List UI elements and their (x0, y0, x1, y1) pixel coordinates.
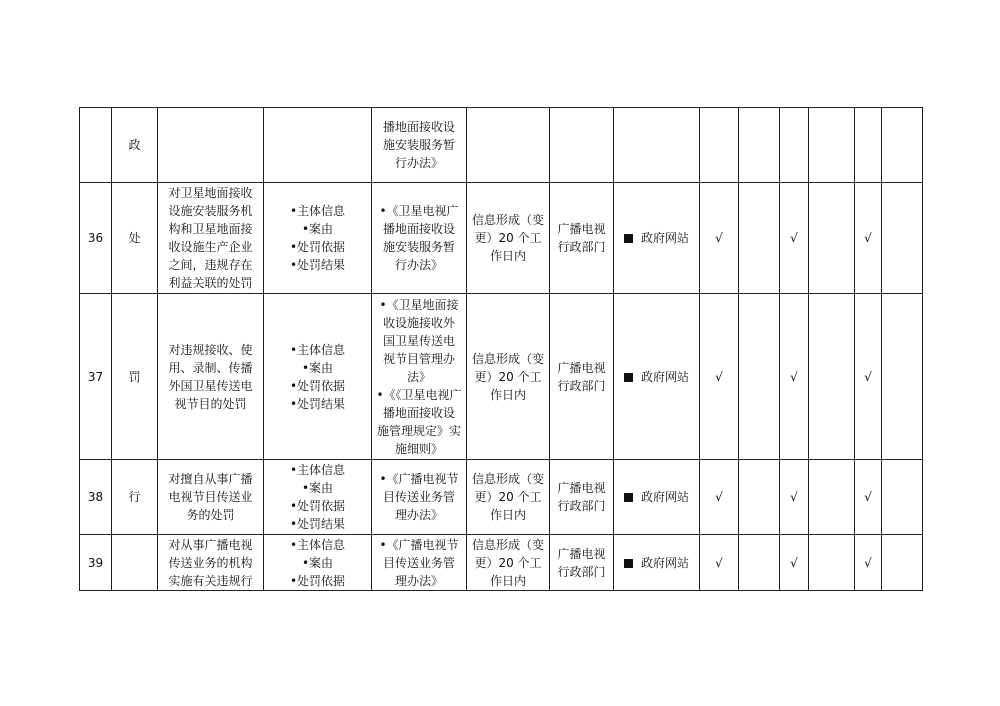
category-cell: 处 (112, 183, 158, 294)
check-cell (739, 108, 780, 183)
check-cell (809, 183, 855, 294)
check-cell (855, 108, 882, 183)
description-cell: 对卫星地面接收 设施安装服务机 构和卫星地面接 收设施生产企业 之间，违规存在 利益关联的处罚 (158, 183, 264, 294)
category-cell (112, 535, 158, 591)
category-cell: 行 (112, 460, 158, 535)
table-row (80, 108, 923, 183)
subject-cell (550, 108, 614, 183)
check-cell (809, 535, 855, 591)
description-cell: 对擅自从事广播 电视节目传送业 务的处罚 (158, 460, 264, 535)
check-cell (882, 183, 923, 294)
basis-cell: •《广播电视节 目传送业务管 理办法》 (372, 460, 467, 535)
square-bullet-icon (624, 559, 633, 568)
check-cell: √ (855, 183, 882, 294)
content-cell (264, 108, 372, 183)
disclosure-table (79, 107, 923, 591)
basis-cell: 播地面接收设 施安装服务暂 行办法》 (372, 108, 467, 183)
check-cell (809, 108, 855, 183)
category-cell: 罚 (112, 294, 158, 460)
table-row (80, 294, 923, 460)
channel-cell: 政府网站 (614, 294, 700, 460)
time-cell: 信息形成（变 更）20 个工 作日内 (467, 460, 550, 535)
table-row (80, 535, 923, 591)
check-cell (882, 535, 923, 591)
check-cell: √ (700, 294, 739, 460)
description-cell: 对从事广播电视 传送业务的机构 实施有关违规行 (158, 535, 264, 591)
row-number-cell (80, 108, 112, 183)
check-cell (882, 294, 923, 460)
subject-cell: 广播电视 行政部门 (550, 294, 614, 460)
time-cell: 信息形成（变 更）20 个工 作日内 (467, 294, 550, 460)
check-cell: √ (780, 294, 809, 460)
check-cell (739, 183, 780, 294)
table-row (80, 460, 923, 535)
time-cell (467, 108, 550, 183)
basis-cell: •《广播电视节 目传送业务管 理办法》 (372, 535, 467, 591)
check-cell: √ (700, 183, 739, 294)
check-cell (882, 108, 923, 183)
check-cell (739, 294, 780, 460)
content-cell: •主体信息 •案由 •处罚依据 •处罚结果 (264, 183, 372, 294)
check-cell (739, 535, 780, 591)
subject-cell: 广播电视 行政部门 (550, 183, 614, 294)
subject-cell: 广播电视 行政部门 (550, 460, 614, 535)
time-cell: 信息形成（变 更）20 个工 作日内 (467, 535, 550, 591)
description-cell (158, 108, 264, 183)
content-cell: •主体信息 •案由 •处罚依据 •处罚结果 (264, 460, 372, 535)
row-number-cell: 36 (80, 183, 112, 294)
check-cell: √ (700, 535, 739, 591)
row-number-cell: 39 (80, 535, 112, 591)
check-cell (739, 460, 780, 535)
check-cell: √ (855, 294, 882, 460)
channel-cell (614, 108, 700, 183)
basis-cell: •《卫星电视广 播地面接收设 施安装服务暂 行办法》 (372, 183, 467, 294)
time-cell: 信息形成（变 更）20 个工 作日内 (467, 183, 550, 294)
row-number-cell: 38 (80, 460, 112, 535)
subject-cell: 广播电视 行政部门 (550, 535, 614, 591)
description-cell: 对违规接收、使 用、录制、传播 外国卫星传送电 视节目的处罚 (158, 294, 264, 460)
row-number-cell: 37 (80, 294, 112, 460)
check-cell (780, 108, 809, 183)
square-bullet-icon (624, 493, 633, 502)
check-cell: √ (855, 535, 882, 591)
check-cell (809, 460, 855, 535)
check-cell (882, 460, 923, 535)
channel-cell: 政府网站 (614, 183, 700, 294)
check-cell (700, 108, 739, 183)
check-cell: √ (855, 460, 882, 535)
check-cell: √ (780, 535, 809, 591)
square-bullet-icon (624, 373, 633, 382)
basis-cell: •《卫星地面接 收设施接收外 国卫星传送电 视节目管理办 法》 •《《卫星电视广 播地面接收设 施管理规定》实 施细则》 (372, 294, 467, 460)
content-cell: •主体信息 •案由 •处罚依据 •处罚结果 (264, 294, 372, 460)
check-cell (809, 294, 855, 460)
content-cell: •主体信息 •案由 •处罚依据 (264, 535, 372, 591)
check-cell: √ (700, 460, 739, 535)
check-cell: √ (780, 183, 809, 294)
channel-cell: 政府网站 (614, 460, 700, 535)
check-cell: √ (780, 460, 809, 535)
category-cell: 政 (112, 108, 158, 183)
table-row (80, 183, 923, 294)
square-bullet-icon (624, 234, 633, 243)
channel-cell: 政府网站 (614, 535, 700, 591)
